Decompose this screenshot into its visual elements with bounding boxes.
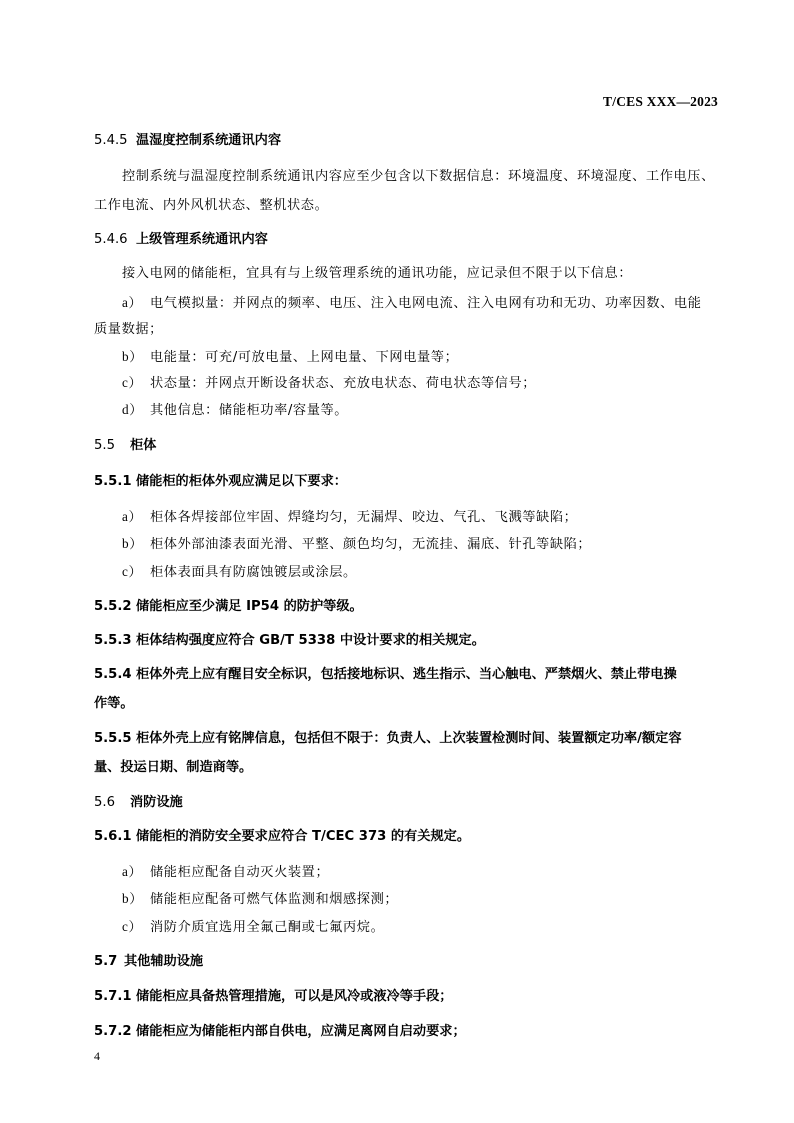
paragraph: 控制系统与温湿度控制系统通讯内容应至少包含以下数据信息：环境温度、环境湿度、工作电压、: [122, 169, 715, 184]
section-heading-5-5-3: [94, 634, 485, 647]
paragraph: 接入电网的储能柜，宜具有与上级管理系统的通讯功能，应记录但不限于以下信息：: [122, 266, 633, 281]
list-item-continuation: 质量数据；: [94, 322, 163, 337]
section-number: 5.5.5: [94, 731, 132, 746]
list-text: 状态量：并网点开断设备状态、充放电状态、荷电状态等信号；: [150, 376, 537, 391]
section-number: 5.6: [94, 795, 115, 810]
section-title: 柜体: [130, 438, 157, 453]
section-title: 柜体外壳上应有铭牌信息，包括但不限于：负责人、上次装置检测时间、装置额定功率/额定容: [136, 731, 682, 746]
section-heading-5-4-6: [94, 233, 268, 246]
section-title: 柜体结构强度应符合 GB/T 5338 中设计要求的相关规定。: [136, 633, 485, 648]
section-heading-5-4-5: [94, 134, 281, 147]
section-number: 5.7: [94, 954, 118, 969]
section-heading-5-6: [94, 796, 183, 809]
list-text: 柜体外部油漆表面光滑、平整、颜色均匀，无流挂、漏底、针孔等缺陷；: [150, 537, 592, 552]
section-title: 储能柜的消防安全要求应符合 T/CEC 373 的有关规定。: [136, 829, 471, 844]
list-text: 消防介质宜选用全氟己酮或七氟丙烷。: [150, 920, 385, 935]
list-item: [122, 296, 702, 310]
section-number: 5.6.1: [94, 829, 132, 844]
section-heading-5-5-4: [94, 668, 677, 681]
section-number: 5.5.4: [94, 667, 132, 682]
list-marker: d）: [122, 402, 143, 417]
list-marker: c）: [122, 375, 143, 390]
section-heading-5-5-1: [94, 475, 347, 488]
list-item: [122, 565, 357, 579]
section-number: 5.4.5: [94, 133, 128, 148]
page-number: 4: [94, 1049, 100, 1063]
list-marker: b）: [122, 349, 143, 364]
section-title: 温湿度控制系统通讯内容: [136, 133, 282, 148]
document-code: T/CES XXX—2023: [603, 94, 718, 109]
list-item: [122, 892, 398, 906]
section-heading-5-7-1: [94, 990, 453, 1003]
list-text: 柜体表面具有防腐蚀镀层或涂层。: [150, 565, 357, 580]
list-item: [122, 537, 591, 551]
list-item: [122, 865, 329, 879]
list-marker: a）: [122, 509, 143, 524]
section-number: 5.5.1: [94, 474, 132, 489]
list-text: 电能量：可充/可放电量、上网电量、下网电量等；: [150, 350, 459, 365]
list-marker: b）: [122, 891, 143, 906]
section-number: 5.4.6: [94, 232, 128, 247]
section-heading-5-7: [94, 955, 203, 968]
section-title: 储能柜应具备热管理措施，可以是风冷或液冷等手段；: [136, 989, 453, 1004]
list-marker: c）: [122, 564, 143, 579]
section-heading-5-5: [94, 439, 156, 452]
list-text: 电气模拟量：并网点的频率、电压、注入电网电流、注入电网有功和无功、功率因数、电能: [150, 296, 702, 311]
section-title: 其他辅助设施: [124, 954, 204, 969]
section-title: 储能柜应为储能柜内部自供电，应满足离网自启动要求；: [136, 1024, 466, 1039]
list-item: [122, 376, 536, 390]
section-title: 消防设施: [130, 795, 183, 810]
section-title: 储能柜的柜体外观应满足以下要求：: [136, 474, 347, 489]
list-text: 储能柜应配备自动灭火装置；: [150, 865, 330, 880]
section-number: 5.7.1: [94, 989, 132, 1004]
list-marker: b）: [122, 536, 143, 551]
section-number: 5.5: [94, 438, 115, 453]
section-title: 柜体外壳上应有醒目安全标识，包括接地标识、逃生指示、当心触电、严禁烟火、禁止带电操: [136, 667, 677, 682]
section-number: 5.5.3: [94, 633, 132, 648]
list-marker: c）: [122, 919, 143, 934]
list-text: 储能柜应配备可燃气体监测和烟感探测；: [150, 892, 399, 907]
section-number: 5.7.2: [94, 1024, 132, 1039]
list-item: [122, 920, 384, 934]
list-marker: a）: [122, 295, 143, 310]
section-heading-5-6-1: [94, 830, 470, 843]
section-heading-continuation: 量、投运日期、制造商等。: [94, 760, 253, 775]
list-marker: a）: [122, 864, 143, 879]
list-text: 柜体各焊接部位牢固、焊缝均匀，无漏焊、咬边、气孔、飞溅等缺陷；: [150, 510, 578, 525]
list-text: 其他信息：储能柜功率/容量等。: [150, 403, 349, 418]
section-heading-5-5-2: [94, 600, 363, 613]
list-item: [122, 510, 577, 524]
section-heading-5-7-2: [94, 1025, 466, 1038]
section-title: 上级管理系统通讯内容: [136, 232, 268, 247]
section-title: 储能柜应至少满足 IP54 的防护等级。: [136, 599, 363, 614]
section-heading-continuation: 作等。: [94, 696, 134, 711]
paragraph-continuation: 工作电流、内外风机状态、整机状态。: [94, 198, 329, 213]
section-number: 5.5.2: [94, 599, 132, 614]
section-heading-5-5-5: [94, 732, 682, 745]
list-item: [122, 350, 458, 364]
list-item: [122, 403, 348, 417]
